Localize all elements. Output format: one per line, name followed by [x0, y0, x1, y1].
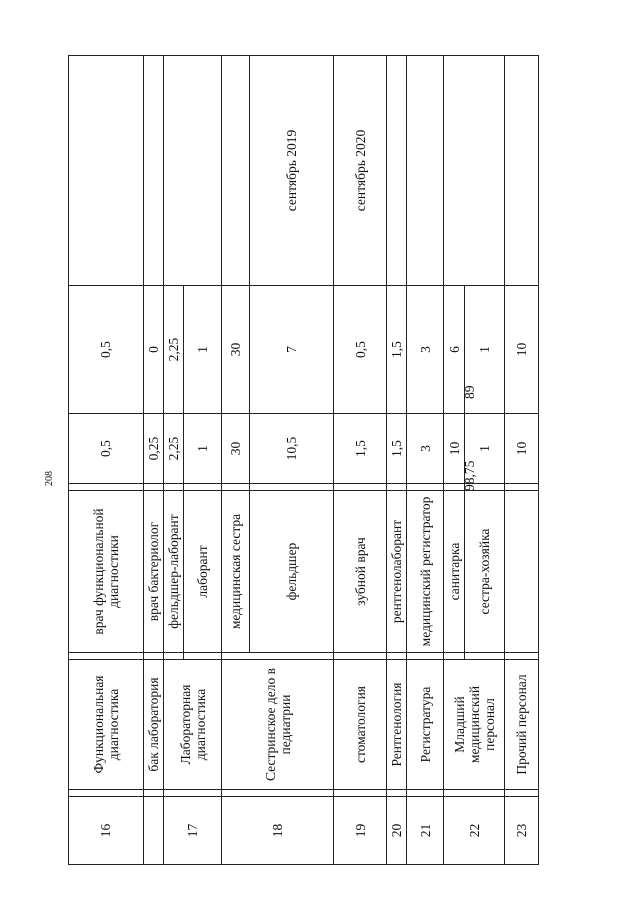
position-cell: лаборант	[184, 491, 222, 653]
position-cell: врач бактериолог	[144, 491, 164, 653]
position-cell: фельдшер	[250, 491, 334, 653]
department-cell: Сестринское дело в педиатрии	[222, 660, 334, 790]
table-row	[69, 56, 144, 865]
department-cell: Прочий персонал	[505, 660, 539, 790]
value-cell: 0,5	[334, 286, 387, 414]
department-cell: Регистратура	[407, 660, 444, 790]
position-cell: зубной врач	[334, 491, 387, 653]
row-number: 17	[164, 797, 222, 865]
value-cell: 10	[505, 414, 539, 484]
date-cell	[505, 56, 539, 286]
page-number: 208	[44, 471, 55, 486]
row-number	[144, 797, 164, 865]
department-cell: Функциональная диагностика	[69, 660, 144, 790]
value-cell: 30	[222, 286, 250, 414]
total-value-1: 98,75	[462, 460, 477, 491]
value-cell: 1	[184, 286, 222, 414]
row-number: 23	[505, 797, 539, 865]
position-cell: рентгенолаборант	[387, 491, 407, 653]
row-number: 22	[444, 797, 505, 865]
date-cell	[407, 56, 444, 286]
position-cell: санитарка	[444, 491, 465, 653]
table-row	[164, 56, 184, 865]
date-cell	[387, 56, 407, 286]
table-row	[144, 56, 164, 865]
date-cell: сентябрь 2019	[250, 56, 334, 286]
value-cell: 10	[505, 286, 539, 414]
value-cell: 1,5	[387, 286, 407, 414]
row-number: 20	[387, 797, 407, 865]
value-cell: 0	[144, 286, 164, 414]
value-cell: 10,5	[250, 414, 334, 484]
position-cell: фельдшер-лаборант	[164, 491, 184, 653]
date-cell	[144, 56, 164, 286]
value-cell: 1	[465, 414, 505, 484]
value-cell: 30	[222, 414, 250, 484]
value-cell: 1,5	[334, 414, 387, 484]
value-cell: 0,5	[69, 414, 144, 484]
value-cell: 3	[407, 286, 444, 414]
date-cell	[222, 56, 250, 286]
total-value-2: 89	[462, 385, 477, 399]
value-cell: 2,25	[164, 286, 184, 414]
value-cell: 2,25	[164, 414, 184, 484]
row-number: 16	[69, 797, 144, 865]
department-cell: Лабораторная диагностика	[164, 660, 222, 790]
position-cell: медицинская сестра	[222, 491, 250, 653]
table-row	[334, 56, 387, 865]
position-cell: сестра-хозяйка	[465, 491, 505, 653]
table-row	[387, 56, 407, 865]
date-cell	[444, 56, 505, 286]
department-cell: бак лаборатория	[144, 660, 164, 790]
value-cell: 1	[184, 414, 222, 484]
value-cell: 7	[250, 286, 334, 414]
department-cell: Рентгенология	[387, 660, 407, 790]
position-cell: врач функциональной диагностики	[69, 491, 144, 653]
table-row	[222, 56, 250, 865]
date-cell	[164, 56, 222, 286]
department-cell: стоматология	[334, 660, 387, 790]
row-number: 18	[222, 797, 334, 865]
date-cell: сентябрь 2020	[334, 56, 387, 286]
value-cell: 0,25	[144, 414, 164, 484]
value-cell: 6	[444, 286, 465, 414]
value-cell: 1,5	[387, 414, 407, 484]
value-cell: 3	[407, 414, 444, 484]
value-cell: 10	[444, 414, 465, 484]
table-row	[407, 56, 444, 865]
row-number: 19	[334, 797, 387, 865]
date-cell	[69, 56, 144, 286]
row-number: 21	[407, 797, 444, 865]
value-cell: 0,5	[69, 286, 144, 414]
table-row	[505, 56, 539, 865]
position-cell	[505, 491, 539, 653]
value-cell: 1	[465, 286, 505, 414]
position-cell: медицинский регистратор	[407, 491, 444, 653]
department-cell: Младший медицинский персонал	[444, 660, 505, 790]
